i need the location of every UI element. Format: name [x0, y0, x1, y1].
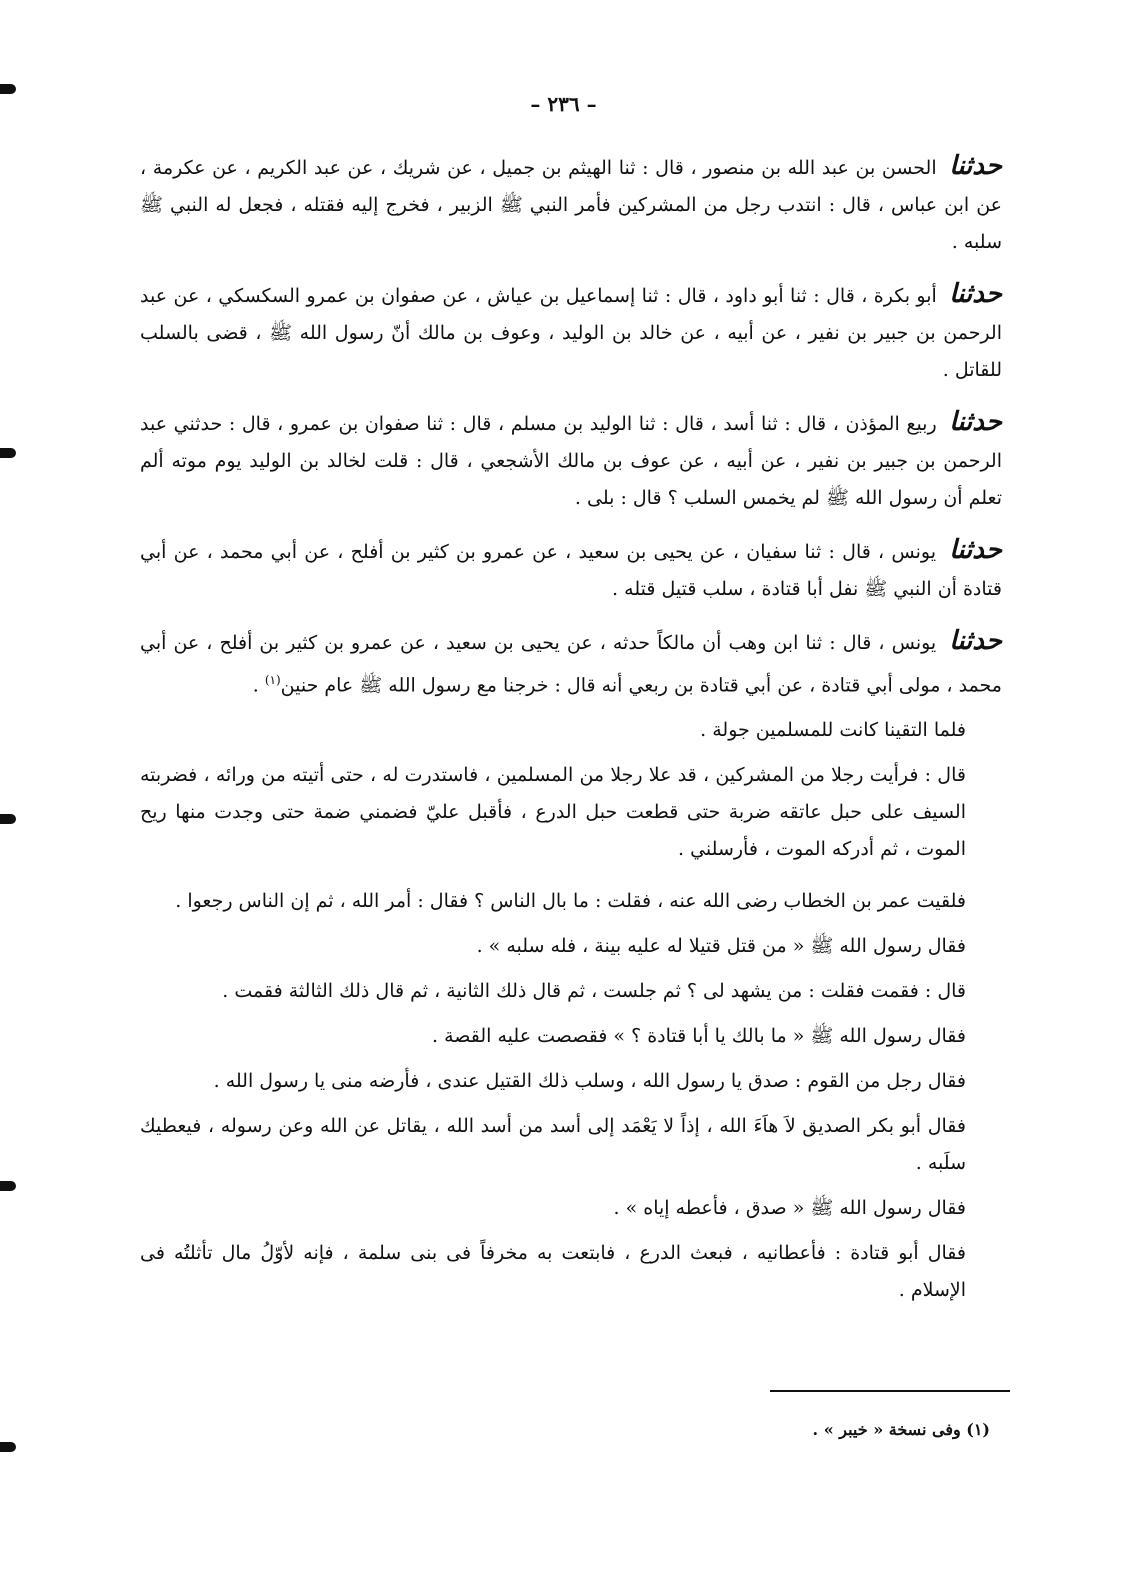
hadith-paragraph: [140, 148, 1002, 261]
hadith-paragraph: [140, 623, 1002, 704]
narrative-paragraph: [140, 1235, 1002, 1309]
paragraph-text: فلما التقينا كانت للمسلمين جولة .: [700, 719, 966, 742]
page-edge-mark: [0, 448, 16, 458]
hadith-start-mark: حدثنا: [949, 151, 1002, 181]
paragraph-text: قال : فرأيت رجلا من المشركين ، قد علا رجلا من المسلمين ، فاستدرت له ، حتى أتيته من ورائه ، فضربته السيف على حبل عاتقه ضربة حتى قطعت حبل الدرع ، فأقبل عليّ فضمني ضمة حتى وجدت منها ريح الموت ، ثم أدركه الموت ، فأرسلني .: [140, 764, 966, 861]
hadith-paragraph: [140, 532, 1002, 608]
narrative-paragraph: [140, 1018, 1002, 1055]
narrative-paragraph: [140, 883, 1002, 920]
hadith-start-mark: حدثنا: [949, 626, 1002, 656]
hadith-start-mark: حدثنا: [949, 535, 1002, 565]
narrative-paragraph: [140, 1063, 1002, 1100]
paragraph-text: ربيع المؤذن ، قال : ثنا أسد ، قال : ثنا الوليد بن مسلم ، قال : ثنا صفوان بن عمرو ، قال : حدثني عبد الرحمن بن جبير بن نفير ، عن أبيه ، عن عوف بن مالك الأشجعي ، قال : قلت لخالد بن الوليد يوم موته ألم تعلم أن رسول الله ﷺ لم يخمس السلب ؟ قال : بلى .: [140, 413, 1002, 509]
narrative-paragraph: [140, 973, 1002, 1010]
hadith-paragraph: [140, 404, 1002, 517]
paragraph-text: فقال أبو بكر الصديق لاَ هاَءَ الله ، إذاً لا يَعْمَد إلى أسد من أسد الله ، يقاتل عن الله وعن رسوله ، فيعطيك سلَبه .: [140, 1115, 966, 1175]
footnote-reference: (١): [264, 673, 281, 687]
page-edge-mark: [0, 1442, 16, 1452]
page-edge-mark: [0, 84, 16, 94]
paragraph-text: الحسن بن عبد الله بن منصور ، قال : ثنا الهيثم بن جميل ، عن شريك ، عن عبد الكريم ، عن عكرمة ، عن ابن عباس ، قال : انتدب رجل من المشركين فأمر النبي ﷺ الزبير ، فخرج إليه فقتله ، فجعل له النبي ﷺ سلبه .: [140, 157, 1002, 253]
paragraph-text: فقال رسول الله ﷺ « من قتل قتيلا له عليه بينة ، فله سلبه » .: [476, 935, 966, 958]
hadith-start-mark: حدثنا: [949, 407, 1003, 437]
page-edge-mark: [0, 1181, 16, 1191]
paragraph-text: قال : فقمت فقلت : من يشهد لى ؟ ثم جلست ، ثم قال ذلك الثانية ، ثم قال ذلك الثالثة فقمت .: [222, 980, 966, 1003]
paragraph-text: أبو بكرة ، قال : ثنا أبو داود ، قال : ثنا إسماعيل بن عياش ، عن صفوان بن عمرو السكسكي ، عن عبد الرحمن بن جبير بن نفير ، عن أبيه ، عن خالد بن الوليد ، وعوف بن مالك أنّ رسول الله ﷺ ، قضى بالسلب للقاتل .: [140, 285, 1002, 381]
page-edge-mark: [0, 814, 16, 824]
narrative-paragraph: [140, 1108, 1002, 1182]
paragraph-text: فقال رسول الله ﷺ « صدق ، فأعطه إياه » .: [613, 1197, 966, 1220]
narrative-paragraph: [140, 928, 1002, 965]
paragraph-text-end: .: [252, 674, 265, 697]
paragraph-text: فقال رجل من القوم : صدق يا رسول الله ، وسلب ذلك القتيل عندى ، فأرضه منى يا رسول الله .: [213, 1070, 966, 1093]
footnote-divider: [770, 1390, 1010, 1392]
paragraph-text: يونس ، قال : ثنا سفيان ، عن يحيى بن سعيد ، عن عمرو بن كثير بن أفلح ، عن أبي محمد ، عن أبي قتادة أن النبي ﷺ نفل أبا قتادة ، سلب قتيل قتله .: [140, 541, 1002, 600]
paragraph-text: فلقيت عمر بن الخطاب رضى الله عنه ، فقلت : ما بال الناس ؟ فقال : أمر الله ، ثم إن الناس رجعوا .: [175, 890, 966, 913]
hadith-start-mark: حدثنا: [949, 279, 1002, 309]
narrative-paragraph: [140, 712, 1002, 749]
paragraph-text: فقال أبو قتادة : فأعطانيه ، فبعث الدرع ، فابتعت به مخرفاً فى بنى سلمة ، فإنه لأوّلُ مال تأثلتُه فى الإسلام .: [140, 1242, 966, 1302]
paragraph-text: يونس ، قال : ثنا ابن وهب أن مالكاً حدثه ، عن يحيى بن سعيد ، عن عمرو بن كثير بن أفلح ، عن أبي محمد ، مولى أبي قتادة ، عن أبي قتادة بن ربعي أنه قال : خرجنا مع رسول الله ﷺ عام حنين: [140, 632, 1002, 697]
page-number: – ٢٣٦ –: [530, 92, 597, 116]
hadith-paragraph: [140, 276, 1002, 389]
footnote: (١) وفى نسخة « خيبر » .: [812, 1420, 990, 1439]
paragraph-text: فقال رسول الله ﷺ « ما بالك يا أبا قتادة ؟ » فقصصت عليه القصة .: [432, 1025, 966, 1048]
narrative-paragraph: [140, 1190, 1002, 1227]
hadith-text-block: [140, 148, 1002, 1317]
narrative-paragraph: [140, 757, 1002, 868]
